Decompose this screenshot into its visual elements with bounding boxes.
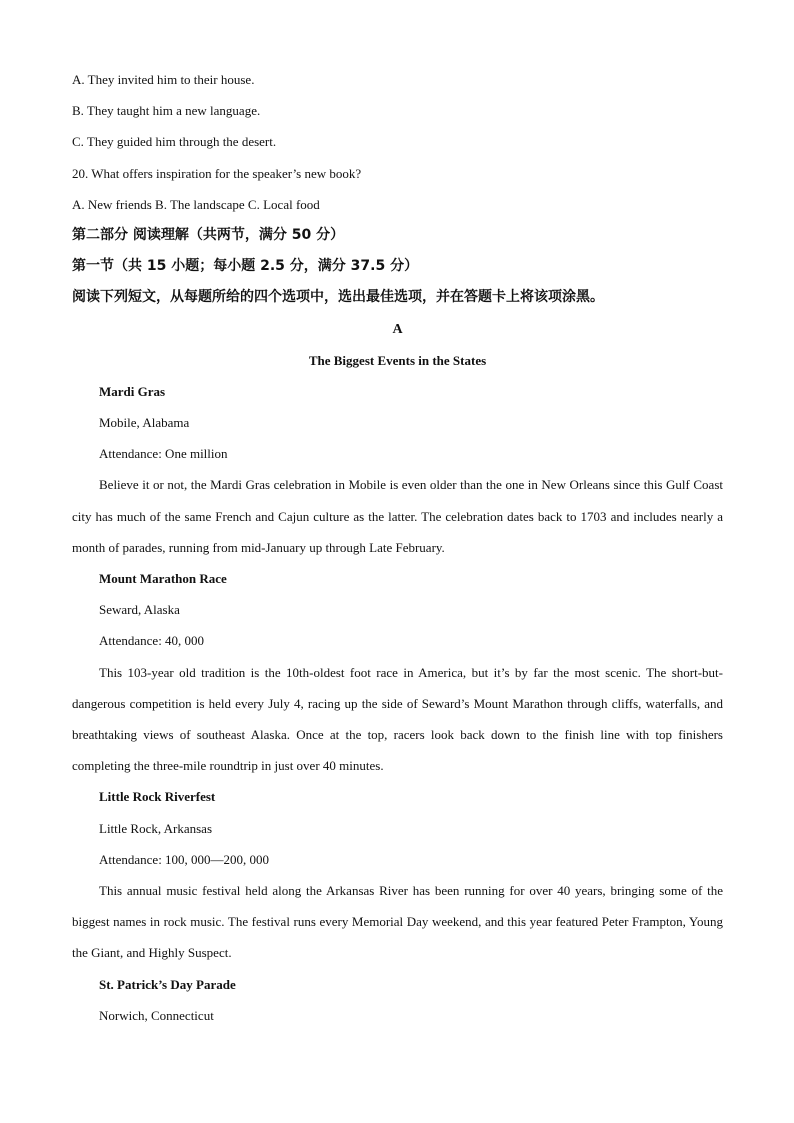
event-riverfest <box>72 781 723 968</box>
passage-letter: A <box>392 321 403 337</box>
reading-instruction: 阅读下列短文，从每题所给的四个选项中，选出最佳选项，并在答题卡上将该项涂黑。 <box>72 289 604 306</box>
event-mardi-gras <box>72 376 723 563</box>
q19-option-a: A. They invited him to their house. <box>72 72 255 87</box>
event-location: Norwich, Connecticut <box>99 1007 214 1023</box>
event-description: Believe it or not, the Mardi Gras celebration in Mobile is even older than the one in New Orleans since this Gulf Coast city has much of the same French and Cajun culture as the latter. The celebration dates back to 1703 and includes nearly a month of parades, running from mid-January up through Late February. <box>72 477 723 555</box>
event-name: Little Rock Riverfest <box>99 789 216 805</box>
part-title: 第二部分 阅读理解（共两节，满分 50 分） <box>72 226 345 243</box>
event-attendance: Attendance: 40, 000 <box>99 633 205 649</box>
passage-title: The Biggest Events in the States <box>308 352 487 368</box>
event-description: This annual music festival held along the Arkansas River has been running for over 40 years, bringing some of the biggest names in rock music. The festival runs every Memorial Day weekend, and this year featured Peter Frampton, Young the Giant, and Highly Suspect. <box>72 882 723 961</box>
event-name: St. Patrick’s Day Parade <box>99 976 236 992</box>
q20-options: A. New friends B. The landscape C. Local food <box>72 196 320 212</box>
event-name: Mardi Gras <box>99 383 166 399</box>
page-content <box>72 64 723 1031</box>
event-attendance: Attendance: One million <box>99 446 228 462</box>
event-attendance: Attendance: 100, 000—200, 000 <box>99 851 270 867</box>
event-location: Mobile, Alabama <box>99 415 190 431</box>
event-location: Little Rock, Arkansas <box>99 820 213 836</box>
subsection-title: 第一节（共 15 小题；每小题 2.5 分，满分 37.5 分） <box>72 258 419 275</box>
event-mount-marathon <box>72 563 723 781</box>
event-location: Seward, Alaska <box>99 602 180 618</box>
q19-option-b: B. They taught him a new language. <box>72 103 261 119</box>
event-description: This 103-year old tradition is the 10th-oldest foot race in America, but it’s by far the most scenic. The short-but-dangerous competition is held every July 4, racing up the side of Seward’s Mount Marathon through cliffs, waterfalls, and breathtaking views of southeast Alaska. Once at the top, racers look back down to the finish line with top finishers completing the three-mile roundtrip in just over 40 minutes. <box>72 664 723 774</box>
event-st-patricks <box>72 969 723 1031</box>
event-name: Mount Marathon Race <box>99 571 227 587</box>
q20-question: 20. What offers inspiration for the speaker’s new book? <box>72 165 362 181</box>
q19-option-c: C. They guided him through the desert. <box>72 134 277 150</box>
